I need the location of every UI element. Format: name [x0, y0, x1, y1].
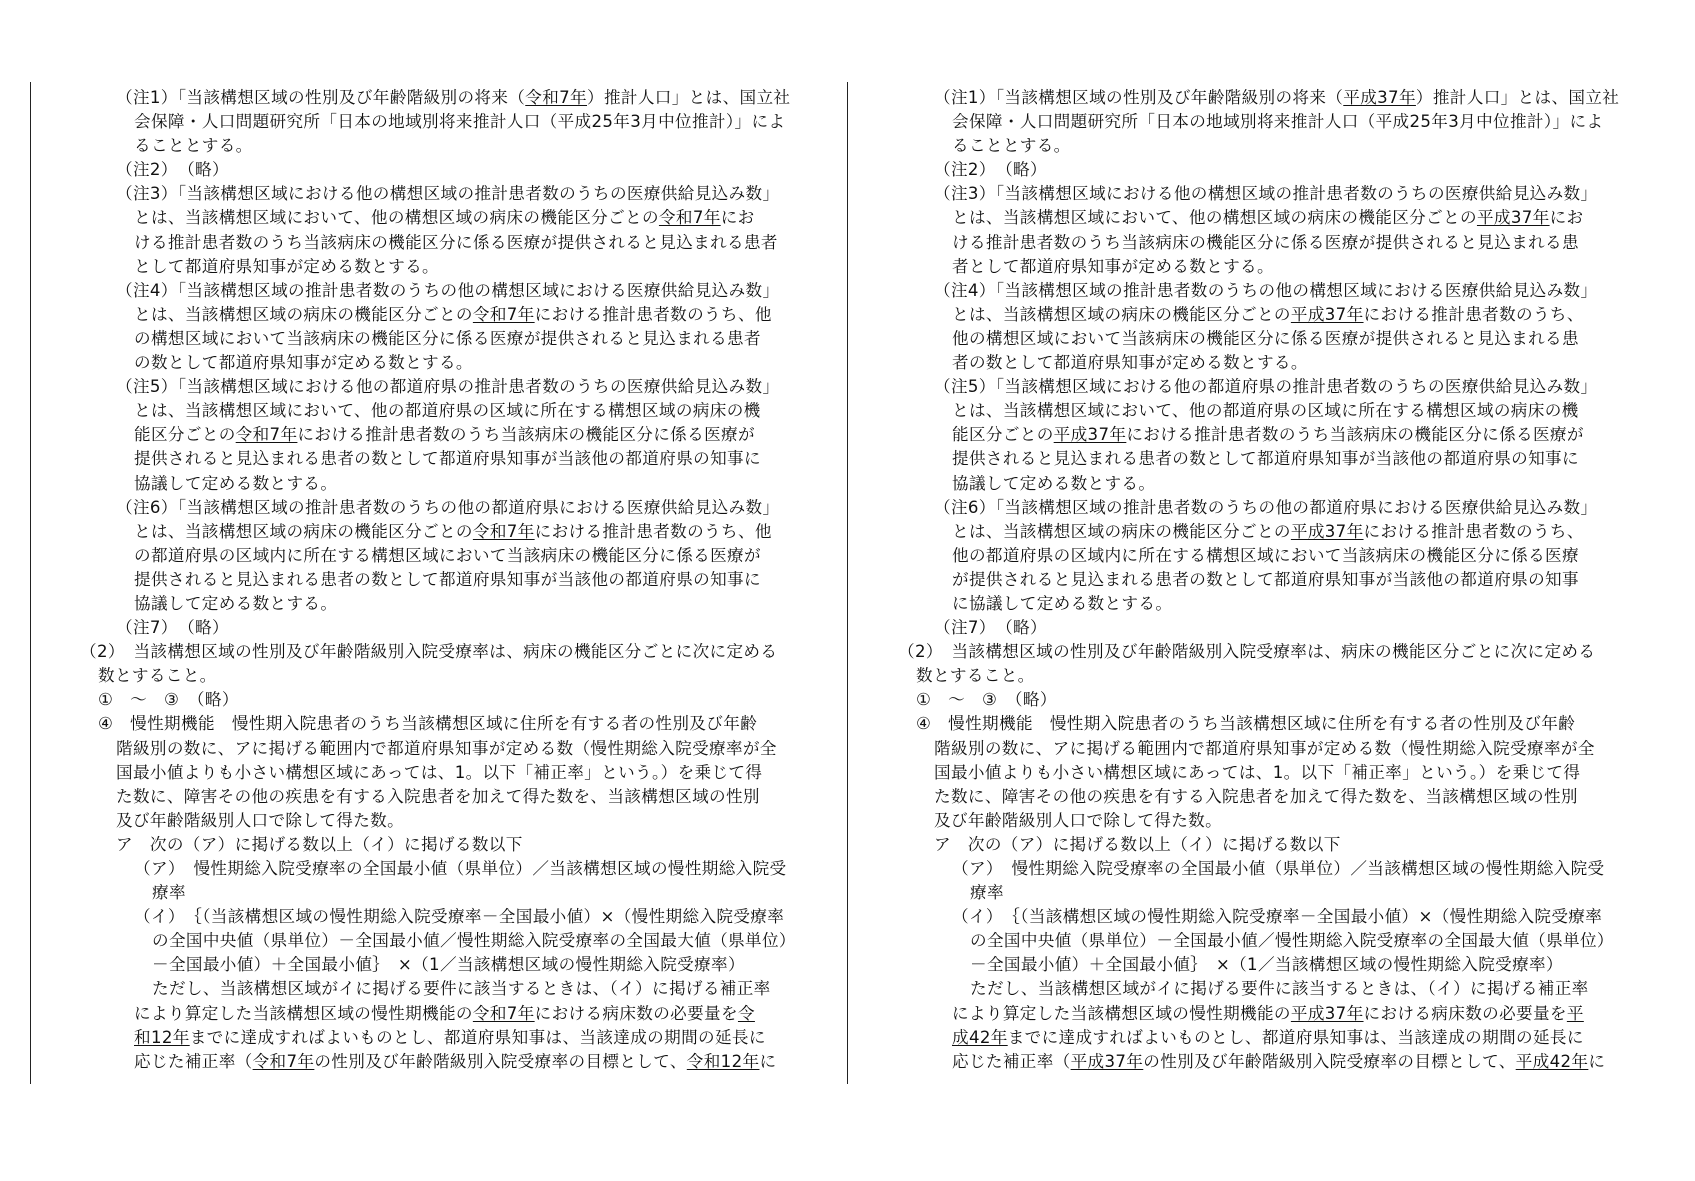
text-segment: （注7） （略）	[116, 618, 229, 638]
text-segment: までに達成すればよいものとし、都道府県知事は、当該達成の期間の延長に	[189, 1027, 766, 1047]
text-line	[0, 158, 1695, 182]
text-segment: 療率	[152, 883, 186, 903]
text-segment: が提供されると見込まれる患者の数として都道府県知事が当該他の都道府県の知事	[952, 569, 1579, 589]
amended-term: 平成37年	[1290, 304, 1364, 324]
amended-term: 成42年	[952, 1027, 1008, 1047]
text-segment: とは、当該構想区域の病床の機能区分ごとの	[134, 304, 473, 324]
text-segment: （注7） （略）	[934, 618, 1047, 638]
text-line	[0, 881, 1695, 905]
text-segment: にお	[720, 208, 755, 228]
amended-term: 令和7年	[252, 1051, 315, 1071]
text-segment: ア 次の（ア）に掲げる数以上（イ）に掲げる数以下	[116, 834, 523, 854]
text-line	[0, 399, 1695, 423]
amended-term: 平成42年	[1515, 1051, 1589, 1071]
text-line	[0, 472, 1695, 496]
text-line	[0, 712, 1695, 736]
text-line	[0, 977, 1695, 1001]
text-segment: における病床数の必要量を	[1363, 1003, 1567, 1023]
text-segment: 応じた補正率（	[952, 1051, 1071, 1071]
amended-term: 令和7年	[525, 88, 588, 107]
text-segment: 会保障・人口問題研究所「日本の地域別将来推計人口（平成25年3月中位推計）」によ	[134, 112, 786, 132]
text-segment: （注4）「当該構想区域の推計患者数のうちの他の構想区域における医療供給見込み数」	[934, 280, 1598, 300]
text-segment: た数に、障害その他の疾患を有する入院患者を加えて得た数を、当該構想区域の性別	[934, 786, 1578, 806]
amended-term: 令和12年	[686, 1051, 760, 1071]
text-segment: 及び年齢階級別人口で除して得た数。	[116, 810, 405, 830]
text-line	[0, 1050, 1695, 1074]
text-line	[0, 664, 1695, 688]
text-line	[0, 953, 1695, 977]
text-segment: における推計患者数のうち、他	[534, 304, 772, 324]
text-line	[0, 520, 1695, 544]
text-segment: の都道府県の区域内に所在する構想区域において当該病床の機能区分に係る医療が	[134, 545, 761, 565]
text-line	[0, 737, 1695, 761]
text-line	[0, 809, 1695, 833]
text-line	[0, 568, 1695, 592]
text-line	[0, 182, 1695, 206]
text-segment: ① ～ ③ （略）	[98, 690, 239, 710]
text-segment: ける推計患者数のうち当該病床の機能区分に係る医療が提供されると見込まれる患	[952, 232, 1579, 252]
amended-term: 平成37年	[1290, 1003, 1364, 1023]
text-segment: た数に、障害その他の疾患を有する入院患者を加えて得た数を、当該構想区域の性別	[116, 786, 760, 806]
text-segment: における推計患者数のうち当該病床の機能区分に係る医療が	[1126, 425, 1584, 445]
text-line	[0, 255, 1695, 279]
text-line	[0, 785, 1695, 809]
text-segment: 数とすること。	[98, 666, 217, 686]
text-line	[0, 423, 1695, 447]
amended-term: 令	[737, 1003, 755, 1023]
text-segment: 他の構想区域において当該病床の機能区分に係る医療が提供されると見込まれる患	[952, 328, 1579, 348]
amended-term: 令和7年	[658, 208, 721, 228]
text-segment: （2） 当該構想区域の性別及び年齢階級別入院受療率は、病床の機能区分ごとに次に定める	[80, 642, 778, 662]
text-line	[0, 327, 1695, 351]
text-segment: の全国中央値（県単位）－全国最小値／慢性期総入院受療率の全国最大値（県単位）	[970, 931, 1614, 951]
amended-term: 平成37年	[1290, 521, 1364, 541]
text-segment: により算定した当該構想区域の慢性期機能の	[952, 1003, 1291, 1023]
text-segment: の全国中央値（県単位）－全国最小値／慢性期総入院受療率の全国最大値（県単位）	[152, 931, 796, 951]
text-segment: 能区分ごとの	[952, 425, 1054, 445]
text-segment: 階級別の数に、アに掲げる範囲内で都道府県知事が定める数（慢性期総入院受療率が全	[116, 738, 777, 758]
text-segment: 階級別の数に、アに掲げる範囲内で都道府県知事が定める数（慢性期総入院受療率が全	[934, 738, 1595, 758]
text-line	[0, 592, 1695, 616]
text-line	[0, 86, 1695, 110]
text-segment: ただし、当該構想区域がイに掲げる要件に該当するときは、（イ）に掲げる補正率	[970, 979, 1589, 999]
text-segment: （注2） （略）	[116, 160, 229, 180]
text-line	[0, 640, 1695, 664]
text-segment: －全国最小値）＋全国最小値｝ ×（1／当該構想区域の慢性期総入院受療率）	[970, 955, 1563, 975]
text-segment: として都道府県知事が定める数とする。	[134, 256, 439, 276]
text-segment: 療率	[970, 883, 1004, 903]
text-segment: とは、当該構想区域において、他の都道府県の区域に所在する構想区域の病床の機	[952, 401, 1579, 421]
text-segment: （2） 当該構想区域の性別及び年齢階級別入院受療率は、病床の機能区分ごとに次に定める	[898, 642, 1596, 662]
text-segment: ることとする。	[134, 136, 253, 156]
text-segment: （注3）「当該構想区域における他の構想区域の推計患者数のうちの医療供給見込み数」	[116, 184, 780, 204]
amended-term: 令和7年	[235, 425, 298, 445]
text-segment: 協議して定める数とする。	[952, 473, 1156, 493]
text-segment: 者の数として都道府県知事が定める数とする。	[952, 353, 1308, 373]
text-segment: －全国最小値）＋全国最小値｝ ×（1／当該構想区域の慢性期総入院受療率）	[152, 955, 745, 975]
text-segment: に	[759, 1051, 777, 1071]
amended-term: 和12年	[134, 1027, 190, 1047]
text-segment: ④ 慢性期機能 慢性期入院患者のうち当該構想区域に住所を有する者の性別及び年齢	[98, 714, 758, 734]
text-segment: （注1）「当該構想区域の性別及び年齢階級別の将来（	[934, 88, 1344, 107]
text-segment: における推計患者数のうち、	[1363, 304, 1584, 324]
text-segment: （注5）「当該構想区域における他の都道府県の推計患者数のうちの医療供給見込み数」	[116, 377, 780, 397]
text-segment: （注2） （略）	[934, 160, 1047, 180]
text-segment: （注4）「当該構想区域の推計患者数のうちの他の構想区域における医療供給見込み数」	[116, 280, 780, 300]
text-segment: とは、当該構想区域において、他の都道府県の区域に所在する構想区域の病床の機	[134, 401, 761, 421]
text-segment: 及び年齢階級別人口で除して得た数。	[934, 810, 1223, 830]
text-segment: とは、当該構想区域において、他の構想区域の病床の機能区分ごとの	[952, 208, 1477, 228]
text-line	[0, 833, 1695, 857]
text-segment: 応じた補正率（	[134, 1051, 253, 1071]
text-segment: とは、当該構想区域の病床の機能区分ごとの	[952, 521, 1291, 541]
text-segment: （イ） ｛（当該構想区域の慢性期総入院受療率－全国最小値）×（慢性期総入院受療率	[134, 907, 785, 927]
text-segment: ④ 慢性期機能 慢性期入院患者のうち当該構想区域に住所を有する者の性別及び年齢	[916, 714, 1576, 734]
text-segment: （注3）「当該構想区域における他の構想区域の推計患者数のうちの医療供給見込み数」	[934, 184, 1598, 204]
text-line	[0, 134, 1695, 158]
text-segment: の数として都道府県知事が定める数とする。	[134, 353, 473, 373]
text-segment: 国最小値よりも小さい構想区域にあっては、1。以下「補正率」という。）を乗じて得	[116, 762, 763, 782]
amended-term: 平成37年	[1070, 1051, 1144, 1071]
text-segment: ）推計人口」とは、国立社	[587, 88, 791, 107]
text-segment: の性別及び年齢階級別入院受療率の目標として、	[314, 1051, 687, 1071]
text-segment: までに達成すればよいものとし、都道府県知事は、当該達成の期間の延長に	[1007, 1027, 1584, 1047]
text-line	[0, 279, 1695, 303]
text-segment: に	[1588, 1051, 1606, 1071]
text-segment: ① ～ ③ （略）	[916, 690, 1057, 710]
text-segment: 提供されると見込まれる患者の数として都道府県知事が当該他の都道府県の知事に	[952, 449, 1579, 469]
text-line	[0, 616, 1695, 640]
text-line	[0, 905, 1695, 929]
text-segment: （ア） 慢性期総入院受療率の全国最小値（県単位）／当該構想区域の慢性期総入院受	[134, 859, 787, 878]
text-line	[0, 929, 1695, 953]
amended-term: 平	[1566, 1003, 1584, 1023]
text-segment: ただし、当該構想区域がイに掲げる要件に該当するときは、（イ）に掲げる補正率	[152, 979, 771, 999]
text-line	[0, 447, 1695, 471]
text-line	[0, 1002, 1695, 1026]
text-segment: の性別及び年齢階級別入院受療率の目標として、	[1143, 1051, 1516, 1071]
text-line	[0, 688, 1695, 712]
text-line	[0, 857, 1695, 881]
text-segment: 提供されると見込まれる患者の数として都道府県知事が当該他の都道府県の知事に	[134, 569, 761, 589]
text-line	[0, 496, 1695, 520]
text-segment: とは、当該構想区域において、他の構想区域の病床の機能区分ごとの	[134, 208, 659, 228]
text-line	[0, 303, 1695, 327]
text-segment: （注6）「当該構想区域の推計患者数のうちの他の都道府県における医療供給見込み数」	[934, 497, 1598, 517]
amended-term: 令和7年	[472, 304, 535, 324]
text-segment: とは、当該構想区域の病床の機能区分ごとの	[134, 521, 473, 541]
text-segment: 他の都道府県の区域内に所在する構想区域において当該病床の機能区分に係る医療	[952, 545, 1579, 565]
text-segment: 提供されると見込まれる患者の数として都道府県知事が当該他の都道府県の知事に	[134, 449, 761, 469]
text-segment: により算定した当該構想区域の慢性期機能の	[134, 1003, 473, 1023]
text-line	[0, 544, 1695, 568]
amended-term: 平成37年	[1053, 425, 1127, 445]
text-segment: ）推計人口」とは、国立社	[1415, 88, 1620, 107]
text-segment: ることとする。	[952, 136, 1071, 156]
text-line	[0, 375, 1695, 399]
text-segment: （注1）「当該構想区域の性別及び年齢階級別の将来（	[116, 88, 526, 107]
text-segment: 数とすること。	[916, 666, 1035, 686]
text-segment: ける推計患者数のうち当該病床の機能区分に係る医療が提供されると見込まれる患者	[134, 232, 778, 252]
right-column-previous-text	[0, 86, 1695, 1074]
text-line	[0, 351, 1695, 375]
text-line	[0, 231, 1695, 255]
text-segment: （イ） ｛（当該構想区域の慢性期総入院受療率－全国最小値）×（慢性期総入院受療率	[952, 907, 1603, 927]
text-segment: の構想区域において当該病床の機能区分に係る医療が提供されると見込まれる患者	[134, 328, 761, 348]
text-line	[0, 1026, 1695, 1050]
text-line	[0, 110, 1695, 134]
text-segment: 会保障・人口問題研究所「日本の地域別将来推計人口（平成25年3月中位推計）」によ	[952, 112, 1604, 132]
text-segment: 者として都道府県知事が定める数とする。	[952, 256, 1274, 276]
amended-term: 令和7年	[472, 1003, 535, 1023]
text-segment: における推計患者数のうち当該病床の機能区分に係る医療が	[297, 425, 755, 445]
text-segment: における推計患者数のうち、	[1363, 521, 1584, 541]
amended-term: 平成37年	[1343, 88, 1416, 107]
text-line	[0, 761, 1695, 785]
text-segment: （注6）「当該構想区域の推計患者数のうちの他の都道府県における医療供給見込み数」	[116, 497, 780, 517]
text-segment: とは、当該構想区域の病床の機能区分ごとの	[952, 304, 1291, 324]
text-segment: にお	[1549, 208, 1584, 228]
text-segment: 国最小値よりも小さい構想区域にあっては、1。以下「補正率」という。）を乗じて得	[934, 762, 1581, 782]
amended-term: 平成37年	[1476, 208, 1550, 228]
text-segment: 協議して定める数とする。	[134, 473, 338, 493]
text-segment: 能区分ごとの	[134, 425, 236, 445]
text-line	[0, 206, 1695, 230]
text-segment: 協議して定める数とする。	[134, 593, 338, 613]
text-segment: （ア） 慢性期総入院受療率の全国最小値（県単位）／当該構想区域の慢性期総入院受	[952, 859, 1605, 878]
text-segment: ア 次の（ア）に掲げる数以上（イ）に掲げる数以下	[934, 834, 1341, 854]
text-segment: （注5）「当該構想区域における他の都道府県の推計患者数のうちの医療供給見込み数」	[934, 377, 1598, 397]
text-segment: における推計患者数のうち、他	[534, 521, 772, 541]
text-segment: における病床数の必要量を	[534, 1003, 738, 1023]
amended-term: 令和7年	[472, 521, 535, 541]
text-segment: に協議して定める数とする。	[952, 593, 1173, 613]
